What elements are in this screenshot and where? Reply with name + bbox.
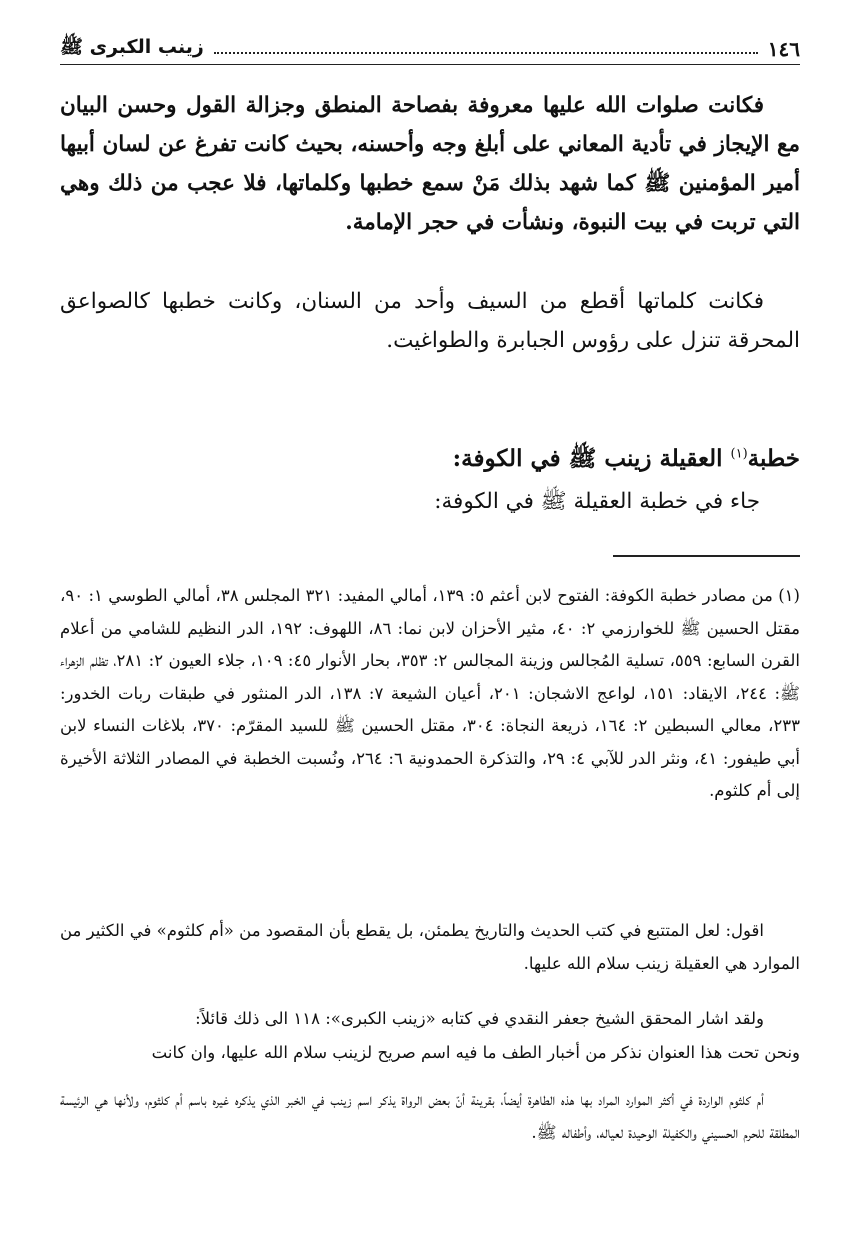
footnote-sources-text: من مصادر خطبة الكوفة: الفتوح لابن أعثم ٥: ١٣٩، أمالي المفيد: ٣٢١ المجلس ٣٨، أمالي الطوسي ١: ٩٠، مقتل الحسين ﷺ للخوارزمي ٢: ٤٠، مثير الأحزان لابن نما: ٨٦، اللهوف: ١٩٢، الدر النظيم للشامي من أعلام القرن السابع: ٥٥٩، تسلية المُجالس وزينة المجالس ٢: ٣٥٣، بحار الأنوار ٤٥: ١٠٩، جلاء العيون ٢: ٢٨١، تظلم الزهراء ﷺ: ٢٤٤، الايقاد: ١٥١، لواعج الاشجان: ٢٠١، أعيان الشيعة ٧: ١٣٨، الدر المنثور في طبقات ربات الخدور: ٢٣٣، معالي السبطين ٢: ١٦٤، ذريعة النجاة: ٣٠٤، مقتل الحسين ﷺ للسيد المقرّم: ٣٧٠، بلاغات النساء لابن أبي طيفور: ٤١، ونثر الدر للآبي ٤: ٢٩، والتذكرة الحمدونية ٦: ٢٦٤، ونُسبت الخطبة في المصادر الثلاثة الأخيرة إلى أم كلثوم. bbox=[60, 586, 800, 800]
heading-prefix: خطبة bbox=[747, 445, 800, 472]
section-heading bbox=[60, 444, 800, 478]
heading-rest: العقيلة زينب ﷺ في الكوفة: bbox=[452, 445, 723, 472]
footnote-separator bbox=[613, 555, 800, 557]
footnote-quote-body: أم كلثوم الواردة في أكثر الموارد المراد بها هذه الطاهرة أيضاً، بقرينة أنّ بعض الرواة يذكر اسم زينب في الخبر الذي يذكره غيره باسم أم كلثوم، ولأنها هي الرئيسة المطلقة للحرم الحسيني والكفيلة الوحيدة لعياله، وأطفاله ﷺ. bbox=[60, 1090, 800, 1142]
footnote-quote-intro: ولقد اشار المحقق الشيخ جعفر النقدي في كتابه «زينب الكبرى»: ١١٨ الى ذلك قائلاً: bbox=[195, 1009, 764, 1028]
header-rule bbox=[60, 64, 800, 65]
heading-footnote-marker[interactable]: (١) bbox=[730, 446, 748, 462]
page-number: ١٤٦ bbox=[767, 37, 800, 61]
footnote-quote-line-1: ونحن تحت هذا العنوان نذكر من أخبار الطف ما فيه اسم صريح لزينب سلام الله عليها، وان كانت bbox=[151, 1043, 800, 1062]
page-header bbox=[60, 34, 800, 64]
footnote-comment: اقول: لعل المتتبع في كتب الحديث والتاريخ يطمئن، بل يقطع بأن المقصود من «أم كلثوم» في الكثير من الموارد هي العقيلة زينب سلام الله عليها. bbox=[60, 921, 800, 973]
footnote-number: (١) bbox=[778, 586, 800, 605]
paragraph-1: فكانت صلوات الله عليها معروفة بفصاحة المنطق وجزالة القول وحسن البيان مع الإيجاز في تأدية المعاني على أبلغ وجه وأحسنه، بحيث كانت تفرغ عن لسان أبيها أمير المؤمنين ﷺ كما شهد بذلك مَنْ سمع خطبها وكلماتها، فلا عجب من ذلك وهي التي تربت في بيت النبوة، ونشأت في حجر الإمامة. bbox=[60, 93, 800, 235]
running-title: زينب الكبرى ﷺ bbox=[60, 36, 204, 58]
book-page bbox=[60, 0, 800, 1251]
footnote-1 bbox=[60, 580, 800, 808]
paragraph-2: فكانت كلماتها أقطع من السيف وأحد من السنان، وكانت خطبها كالصواعق المحرقة تنزل على رؤوس الجبابرة والطواغيت. bbox=[60, 289, 800, 353]
intro-line: جاء في خطبة العقيلة ﷺ في الكوفة: bbox=[434, 489, 760, 514]
header-dot-leader bbox=[214, 52, 758, 54]
